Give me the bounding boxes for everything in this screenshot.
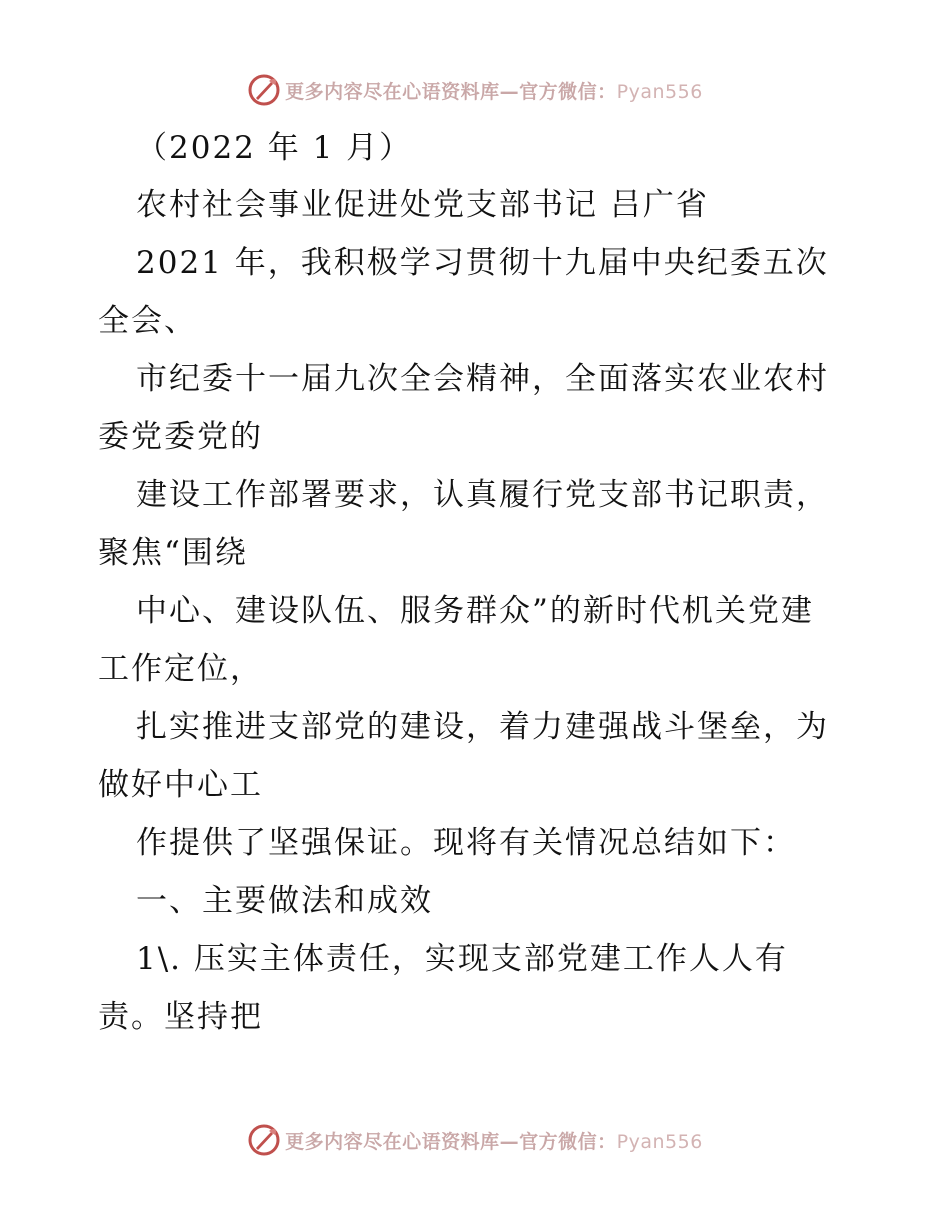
body-text-line: 作提供了坚强保证。现将有关情况总结如下： [136, 825, 796, 861]
quill-logo-icon [247, 73, 281, 107]
body-text-line: 委党委党的 [98, 419, 263, 455]
watermark-text: 更多内容尽在心语资料库—官方微信：Pyan556 [285, 1130, 703, 1153]
body-text-line: 1\. 压实主体责任，实现支部党建工作人人有 [136, 941, 788, 977]
body-text-line: 市纪委十一届九次全会精神，全面落实农业农村 [136, 361, 829, 397]
body-text-line: 做好中心工 [98, 767, 263, 803]
body-text-line: 责。坚持把 [98, 999, 263, 1035]
body-text-line: 聚焦“围绕 [98, 535, 248, 571]
body-text-line: 中心、建设队伍、服务群众”的新时代机关党建 [136, 593, 814, 629]
footer-watermark [0, 1120, 950, 1160]
body-text-line: 建设工作部署要求，认真履行党支部书记职责， [136, 477, 829, 513]
author-line: 农村社会事业促进处党支部书记 吕广省 [136, 187, 709, 223]
body-text-line: 全会、 [98, 303, 197, 339]
date-line: （2022 年 1 月） [136, 130, 413, 166]
section-heading: 一、主要做法和成效 [136, 883, 433, 919]
header-watermark [0, 70, 950, 110]
body-text-line: 2021 年，我积极学习贯彻十九届中央纪委五次 [136, 245, 829, 281]
quill-logo-icon [247, 1123, 281, 1157]
body-text-line: 工作定位， [98, 651, 263, 687]
body-text-line: 扎实推进支部党的建设，着力建强战斗堡垒，为 [136, 709, 829, 745]
watermark-text: 更多内容尽在心语资料库—官方微信：Pyan556 [285, 80, 703, 103]
